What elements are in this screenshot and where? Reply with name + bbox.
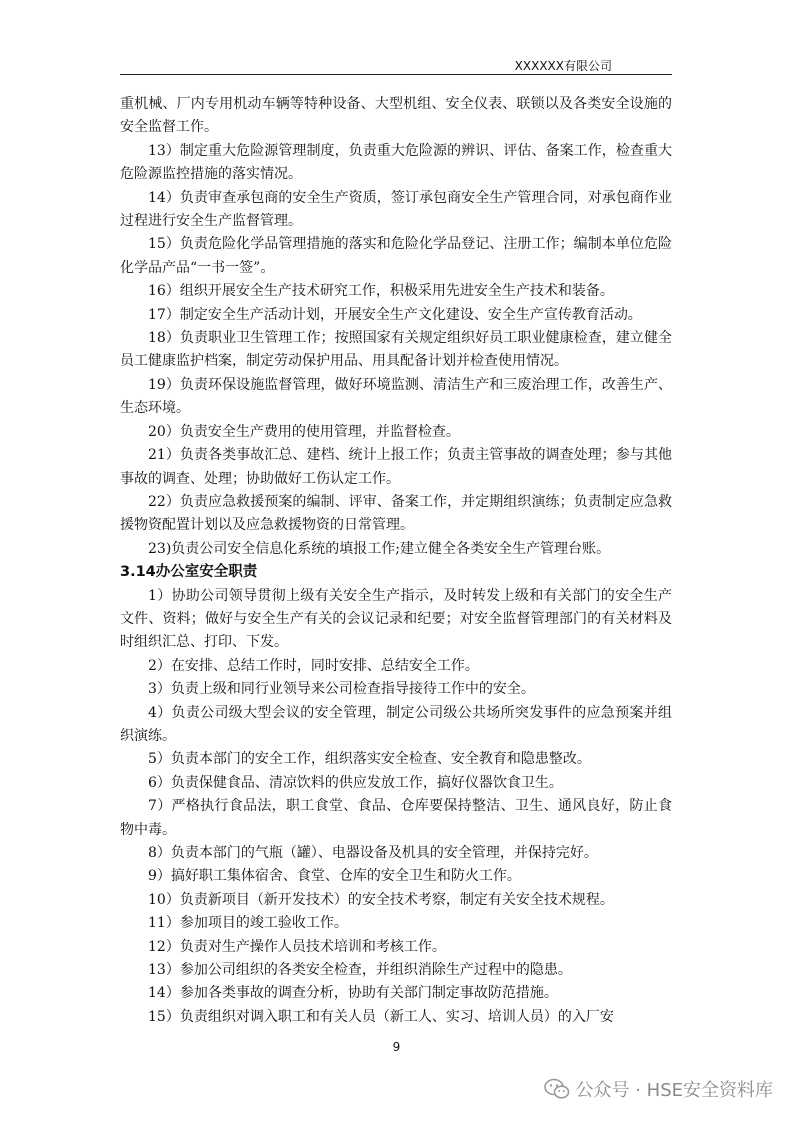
paragraph: 16）组织开展安全生产技术研究工作，积极采用先进安全生产技术和装备。 xyxy=(148,283,614,300)
paragraph: 6）负责保健食品、清凉饮料的供应发放工作，搞好仪器饮食卫生。 xyxy=(148,774,563,791)
document-body xyxy=(120,93,672,1029)
paragraph: 3）负责上级和同行业领导来公司检查指导接待工作中的安全。 xyxy=(148,681,535,698)
paragraph: 18）负责职业卫生管理工作；按照国家有关规定组织好员工职业健康检查，建立健全员工健康监护档案，制定劳动保护用品、用具配备计划并检查使用情况。 xyxy=(120,330,672,370)
paragraph: 20）负责安全生产费用的使用管理，并监督检查。 xyxy=(148,423,460,440)
paragraph: 21）负责各类事故汇总、建档、统计上报工作；负责主管事故的调查处理；参与其他事故的调查、处理；协助做好工伤认定工作。 xyxy=(120,447,672,487)
paragraph: 19）负责环保设施监督管理，做好环境监测、清洁生产和三废治理工作，改善生产、生态环境。 xyxy=(120,376,672,417)
paragraph: 22）负责应急救援预案的编制、评审、备案工作，并定期组织演练；负责制定应急救援物资配置计划以及应急救援物资的日常管理。 xyxy=(120,493,672,534)
paragraph: 23)负责公司安全信息化系统的填报工作;建立健全各类安全生产管理台账。 xyxy=(148,540,610,557)
paragraph: 12）负责对生产操作人员技术培训和考核工作。 xyxy=(148,938,446,955)
paragraph: 4）负责公司级大型会议的安全管理，制定公司级公共场所突发事件的应急预案并组织演练。 xyxy=(120,704,672,744)
page-header xyxy=(120,58,672,75)
watermark-text: 公众号 · HSE安全资料库 xyxy=(575,1080,773,1101)
paragraph: 9）搞好职工集体宿舍、食堂、仓库的安全卫生和防火工作。 xyxy=(148,868,521,885)
section-heading: 3.14办公室安全职责 xyxy=(120,564,258,581)
header-company-name: XXXXXX有限公司 xyxy=(514,59,612,73)
paragraph: 2）在安排、总结工作时，同时安排、总结安全工作。 xyxy=(148,657,479,674)
paragraph: 13）制定重大危险源管理制度，负责重大危险源的辨识、评估、备案工作，检查重大危险源监控措施的落实情况。 xyxy=(120,142,672,183)
paragraph: 15）负责组织对调入职工和有关人员（新工人、实习、培训人员）的入厂安 xyxy=(148,1008,614,1025)
paragraph: 7）严格执行食品法，职工食堂、食品、仓库要保持整洁、卫生、通风良好，防止食物中毒。 xyxy=(120,798,672,838)
paragraph: 1）协助公司领导贯彻上级有关安全生产指示，及时转发上级和有关部门的安全生产文件、资料；做好与安全生产有关的会议记录和纪要；对安全监督管理部门的有关材料及时组织汇总、打印、下发。 xyxy=(120,587,672,651)
page-number: 9 xyxy=(392,1040,401,1054)
paragraph: 14）参加各类事故的调查分析，协助有关部门制定事故防范措施。 xyxy=(148,985,558,1002)
paragraph: 13）参加公司组织的各类安全检查，并组织消除生产过程中的隐患。 xyxy=(148,962,572,979)
paragraph: 10）负责新项目（新开发技术）的安全技术考察，制定有关安全技术规程。 xyxy=(148,891,614,908)
paragraph: 17）制定安全生产活动计划，开展安全生产文化建设、安全生产宣传教育活动。 xyxy=(148,306,642,323)
paragraph: 重机械、厂内专用机动车辆等特种设备、大型机组、安全仪表、联锁以及各类安全设施的安全监督工作。 xyxy=(120,96,672,136)
watermark xyxy=(544,1075,774,1103)
paragraph: 14）负责审查承包商的安全生产资质，签订承包商安全生产管理合同，对承包商作业过程进行安全生产监督管理。 xyxy=(120,189,672,230)
paragraph: 5）负责本部门的安全工作，组织落实安全检查、安全教育和隐患整改。 xyxy=(148,751,591,768)
wechat-icon xyxy=(544,1078,570,1100)
paragraph: 15）负责危险化学品管理措施的落实和危险化学品登记、注册工作；编制本单位危险化学品产品“一书一签”。 xyxy=(120,236,672,276)
paragraph: 11）参加项目的竣工验收工作。 xyxy=(148,915,348,932)
paragraph: 8）负责本部门的气瓶（罐）、电器设备及机具的安全管理，并保持完好。 xyxy=(148,845,598,861)
